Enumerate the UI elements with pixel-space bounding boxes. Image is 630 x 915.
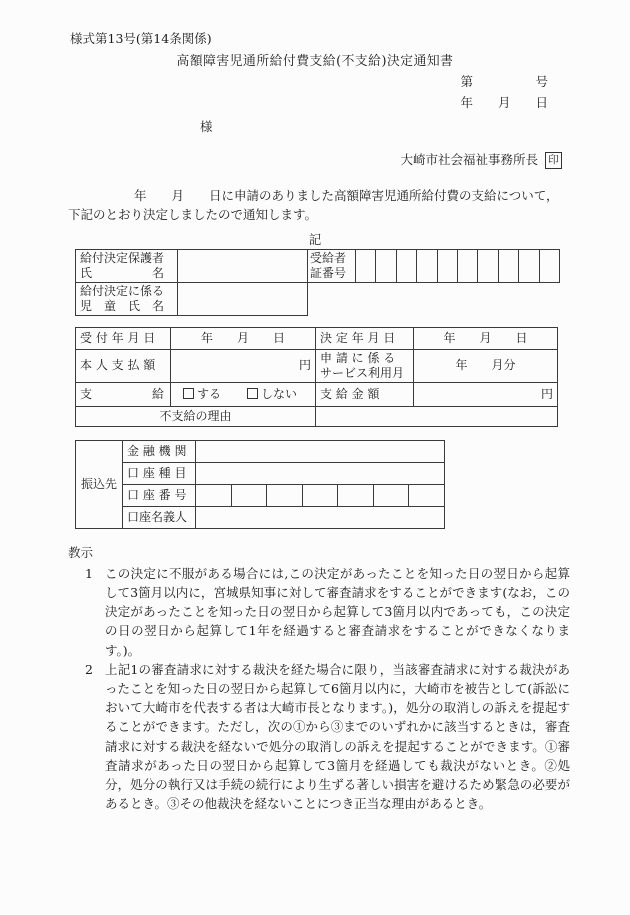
service-month-label: 申 請 に 係 る サービス利用月 <box>316 349 414 382</box>
payment-decision-field <box>171 382 316 406</box>
notice-item-1 <box>68 564 570 660</box>
payment-amount-field[interactable]: 円 <box>414 382 558 406</box>
issue-date-line: 年 月 日 <box>460 94 548 110</box>
service-month-field[interactable]: 年 月分 <box>414 349 558 382</box>
checkbox-pay-label: する <box>197 386 222 401</box>
account-digit-cell[interactable] <box>302 484 338 506</box>
notice-item-2 <box>68 660 570 814</box>
record-heading: 記 <box>308 231 322 247</box>
cert-digit-cell[interactable] <box>519 249 539 282</box>
document-title: 高額障害児通所給付費支給(不支給)決定通知書 <box>176 53 454 69</box>
cert-digit-cell[interactable] <box>478 249 498 282</box>
issuer-line <box>0 151 630 170</box>
transfer-destination-header: 振込先 <box>76 440 123 528</box>
denial-reason-field[interactable] <box>316 406 558 426</box>
self-pay-label: 本 人 支 払 額 <box>76 349 171 382</box>
bank-transfer-table <box>75 440 445 529</box>
issuer-title: 大崎市社会福祉事務所長 <box>400 152 538 168</box>
self-pay-field[interactable]: 円 <box>171 349 316 382</box>
cert-digit-cell[interactable] <box>437 249 457 282</box>
appeal-notice-section <box>68 544 570 813</box>
notice-heading: 教示 <box>68 544 94 560</box>
recipient-info-table <box>75 249 560 316</box>
recipient-cert-label: 受給者 証番号 <box>308 249 356 282</box>
bank-field[interactable] <box>196 440 445 462</box>
account-type-field[interactable] <box>196 462 445 484</box>
decision-date-label: 決 定 年 月 日 <box>316 327 414 349</box>
cert-digit-cell[interactable] <box>539 249 559 282</box>
seal-stamp-icon: 印 <box>545 152 562 169</box>
table-row <box>76 406 558 426</box>
account-holder-label: 口座名義人 <box>123 506 196 528</box>
table-row <box>76 349 558 382</box>
account-holder-field[interactable] <box>196 506 445 528</box>
notification-body: 年 月 日に申請のありました高額障害児通所給付費の支給について，下記のとおり決定しましたので通知します。 <box>68 187 559 222</box>
decision-date-field[interactable]: 年 月 日 <box>414 327 558 349</box>
cert-digit-cell[interactable] <box>376 249 396 282</box>
table-row <box>76 484 445 506</box>
reception-date-label: 受 付 年 月 日 <box>76 327 171 349</box>
child-name-field[interactable] <box>178 282 308 315</box>
account-digit-cell[interactable] <box>267 484 303 506</box>
account-number-label: 口 座 番 号 <box>123 484 196 506</box>
guardian-name-label: 給付決定保護者 氏 名 <box>76 249 178 282</box>
table-row <box>76 440 445 462</box>
table-spacer <box>308 282 560 315</box>
cert-digit-cell[interactable] <box>356 249 376 282</box>
account-digit-cell[interactable] <box>196 484 232 506</box>
checkbox-pay[interactable] <box>183 388 194 399</box>
account-digit-cell[interactable] <box>338 484 374 506</box>
notice-item-text: この決定に不服がある場合には,この決定があったことを知った日の翌日から起算して3箇月以内に，宮城県知事に対して審査請求をすることができます(なお，この決定があったことを知った日の翌日から起算して3箇月以内であっても，この決定の日の翌日から起算して1年を経過すると審査請求をすることができなくなります。)。 <box>105 565 570 658</box>
table-row <box>76 249 560 282</box>
account-type-label: 口 座 種 目 <box>123 462 196 484</box>
payment-amount-label: 支 給 金 額 <box>316 382 414 406</box>
table-row <box>76 462 445 484</box>
checkbox-nopay-label: しない <box>261 386 298 401</box>
cert-digit-cell[interactable] <box>417 249 437 282</box>
table-row <box>76 382 558 406</box>
cert-digit-cell[interactable] <box>457 249 477 282</box>
child-name-label: 給付決定に係る 児 童 氏 名 <box>76 282 178 315</box>
decision-table <box>75 327 558 427</box>
checkbox-nopay[interactable] <box>247 388 258 399</box>
document-number-line: 第 号 <box>460 73 548 89</box>
account-digit-cell[interactable] <box>231 484 267 506</box>
account-digit-cell[interactable] <box>409 484 445 506</box>
notice-item-text: 上記1の審査請求に対する裁決を経た場合に限り，当該審査請求に対する裁決があったことを知った日の翌日から起算して6箇月以内に，大崎市を被告として(訴訟において大崎市を代表する者は大崎市長となります。)，処分の取消しの訴えを提起することができます。ただし，次の①から③までのいずれかに該当するときは，審査請求に対する裁決を経ないで処分の取消しの訴えを提起することができます。①審査請求があった日の翌日から起算して3箇月を経過しても裁決がないとき。②処分，処分の執行又は手続の続行により生ずる著しい損害を避けるため緊急の必要があるとき。③その他裁決を経ないことにつき正当な理由があるとき。 <box>105 661 570 812</box>
table-row <box>76 506 445 528</box>
denial-reason-label: 不支給の理由 <box>76 406 316 426</box>
form-number: 様式第13号(第14条関係) <box>70 31 212 46</box>
notice-item-number: 1 <box>85 565 93 581</box>
account-digit-cell[interactable] <box>373 484 409 506</box>
cert-digit-cell[interactable] <box>396 249 416 282</box>
guardian-name-field[interactable] <box>178 249 308 282</box>
table-row <box>76 327 558 349</box>
addressee-honorific: 様 <box>200 119 213 135</box>
reception-date-field[interactable]: 年 月 日 <box>171 327 316 349</box>
notice-item-number: 2 <box>85 661 93 677</box>
bank-label: 金 融 機 関 <box>123 440 196 462</box>
table-row <box>76 282 560 315</box>
cert-digit-cell[interactable] <box>498 249 518 282</box>
payment-decision-label: 支 給 <box>76 382 171 406</box>
